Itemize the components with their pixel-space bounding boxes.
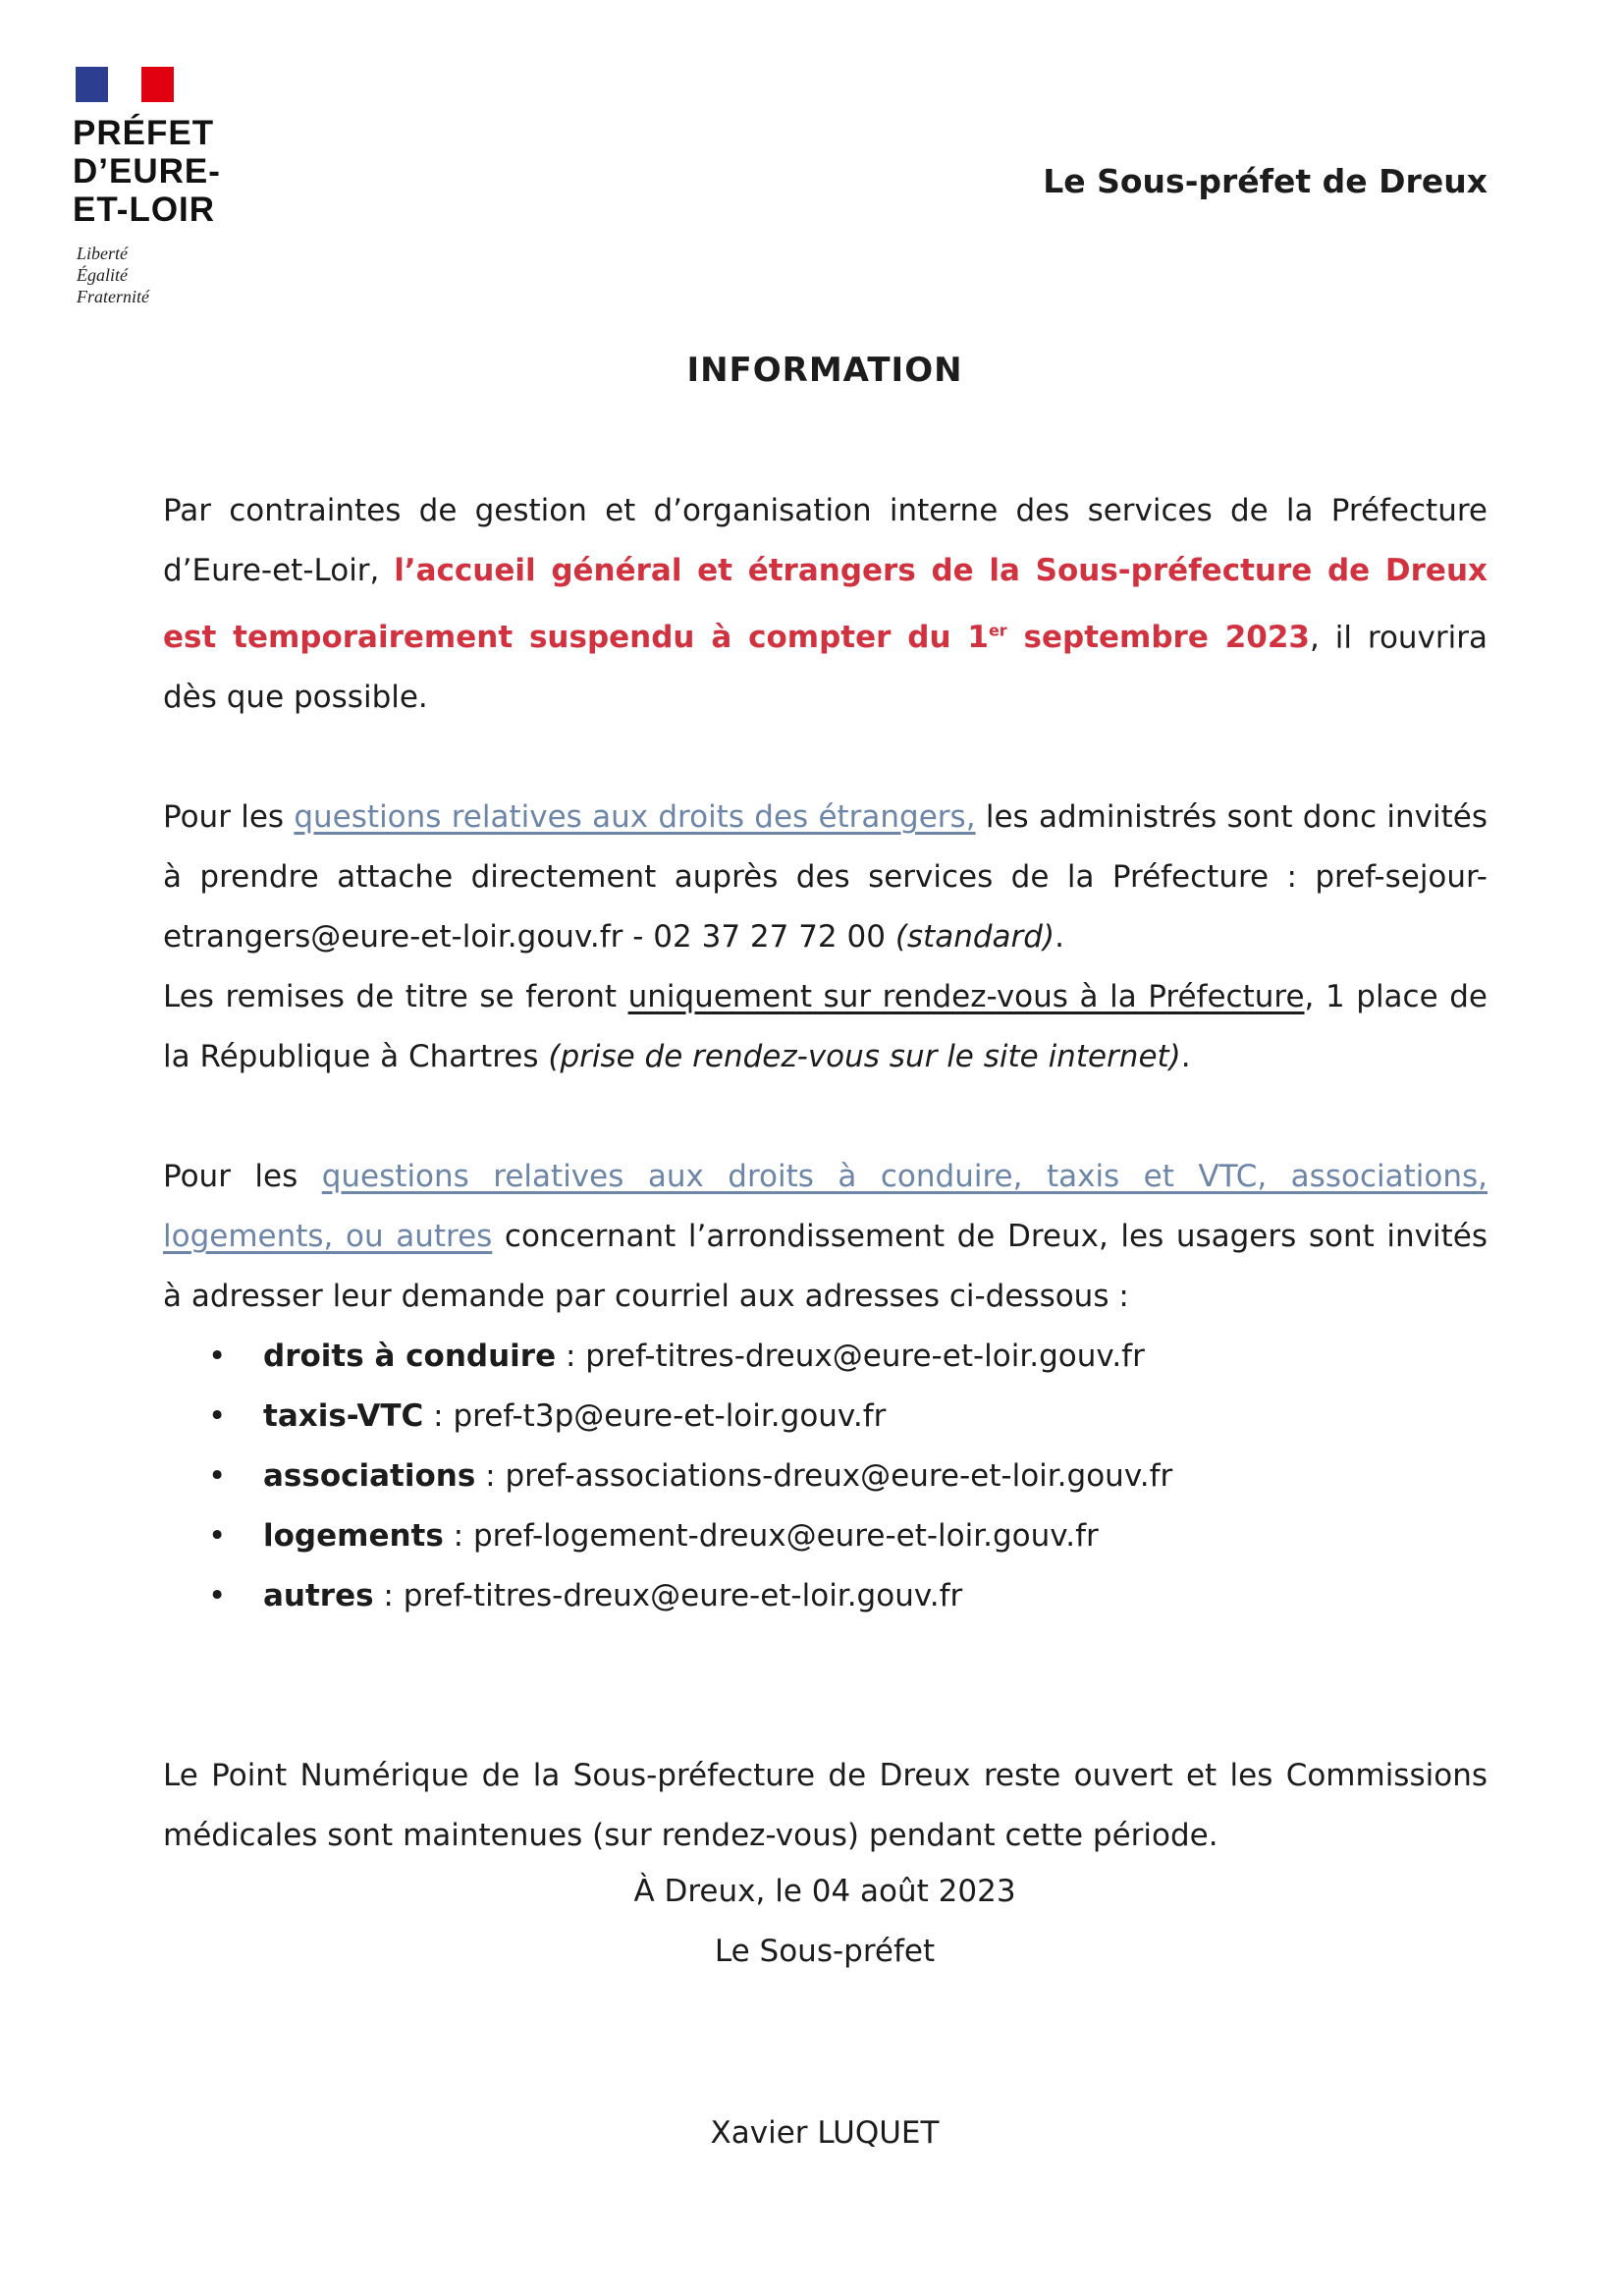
signatory-role: Le Sous-préfet	[714, 1934, 936, 1969]
paragraph-autres-questions	[163, 1147, 1488, 1327]
contact-email[interactable]: pref-t3p@eure-et-loir.gouv.fr	[453, 1398, 887, 1435]
contact-sep: :	[443, 1518, 473, 1555]
sender: Le Sous-préfet de Dreux	[1043, 162, 1488, 200]
document-title: INFORMATION	[686, 351, 963, 390]
signatory-name: Xavier LUQUET	[710, 2115, 940, 2151]
contact-label: taxis-VTC	[263, 1398, 424, 1435]
contact-sep: :	[475, 1458, 506, 1495]
republic-logo	[73, 67, 249, 307]
contact-email[interactable]: pref-titres-dreux@eure-et-loir.gouv.fr	[585, 1339, 1145, 1375]
paragraph-point-numerique: Le Point Numérique de la Sous-préfecture de Dreux reste ouvert et les Commissions médicales sont maintenues (sur rendez-vous) pendant cette période.	[163, 1758, 1488, 1854]
list-item	[163, 1566, 1488, 1626]
p2-text-c: .	[1055, 919, 1064, 956]
french-flag-icon	[76, 67, 174, 102]
prefet-line-3: ET-LOIR	[73, 191, 216, 229]
p3-text-a: Les remises de titre se feront	[163, 979, 628, 1015]
contact-sep: :	[373, 1578, 404, 1614]
p4-text-b: concernant l’arrondissement de Dreux, les usagers sont invités à adresser leur demande par courriel aux adresses ci-dessous :	[163, 1219, 1488, 1315]
contact-sep: :	[423, 1398, 454, 1435]
p1-red-b: septembre 2023	[1006, 620, 1310, 656]
prefet-line-1: PRÉFET	[73, 114, 215, 152]
p1-red-sup: er	[988, 622, 1007, 640]
paragraph-remises	[163, 967, 1488, 1087]
contact-sep: :	[556, 1339, 586, 1375]
contact-label: droits à conduire	[263, 1339, 557, 1375]
devise-liberte: Liberté	[77, 244, 128, 263]
p2-text-b: les administrés sont donc invités à prendre attache directement auprès des services de la Préfecture : pref-sejour-etrangers@eure-et-loir.gouv.fr - 02 37 27 72 00	[163, 799, 1488, 956]
contact-label: logements	[263, 1518, 444, 1555]
p3-text-c: .	[1180, 1039, 1191, 1075]
paragraph-suspension	[163, 481, 1488, 728]
contact-email[interactable]: pref-associations-dreux@eure-et-loir.gouv.fr	[505, 1458, 1173, 1495]
p2-italic: (standard)	[894, 919, 1055, 956]
contact-email[interactable]: pref-titres-dreux@eure-et-loir.gouv.fr	[403, 1578, 963, 1614]
prefet-title	[73, 114, 249, 229]
document-body	[163, 481, 1488, 1866]
p3-text-b: , 1 place de la République à Chartres	[163, 979, 1488, 1075]
p1-text-b: , il rouvrira dès que possible.	[163, 620, 1488, 716]
list-item	[163, 1447, 1488, 1506]
link-droits-etrangers[interactable]: questions relatives aux droits des étrangers,	[294, 799, 976, 836]
p4-text-a: Pour les	[163, 1159, 322, 1195]
link-autres-questions[interactable]: questions relatives aux droits à conduire, taxis et VTC, associations, logements, ou autres	[163, 1159, 1488, 1255]
p3-italic: (prise de rendez-vous sur le site internet)	[548, 1039, 1181, 1075]
list-item	[163, 1327, 1488, 1387]
contact-label: associations	[263, 1458, 476, 1495]
devise-fraternite: Fraternité	[77, 287, 149, 306]
p3-underline: uniquement sur rendez-vous à la Préfecture	[627, 979, 1305, 1015]
prefet-line-2: D’EURE-	[73, 152, 221, 191]
contact-list	[163, 1327, 1488, 1626]
list-item	[163, 1506, 1488, 1566]
paragraph-etrangers	[163, 788, 1488, 967]
p1-red-a: l’accueil général et étrangers de la Sous-préfecture de Dreux est temporairement suspendu à compter du 1	[163, 553, 1488, 656]
place-date: À Dreux, le 04 août 2023	[633, 1874, 1016, 1909]
p1-text-a: Par contraintes de gestion et d’organisation interne des services de la Préfecture d’Eure-et-Loir,	[163, 493, 1488, 588]
devise	[77, 243, 249, 307]
p2-text-a: Pour les	[163, 799, 295, 836]
contact-label: autres	[263, 1578, 374, 1614]
contact-email[interactable]: pref-logement-dreux@eure-et-loir.gouv.fr	[472, 1518, 1099, 1555]
devise-egalite: Égalité	[77, 265, 128, 285]
list-item	[163, 1387, 1488, 1447]
